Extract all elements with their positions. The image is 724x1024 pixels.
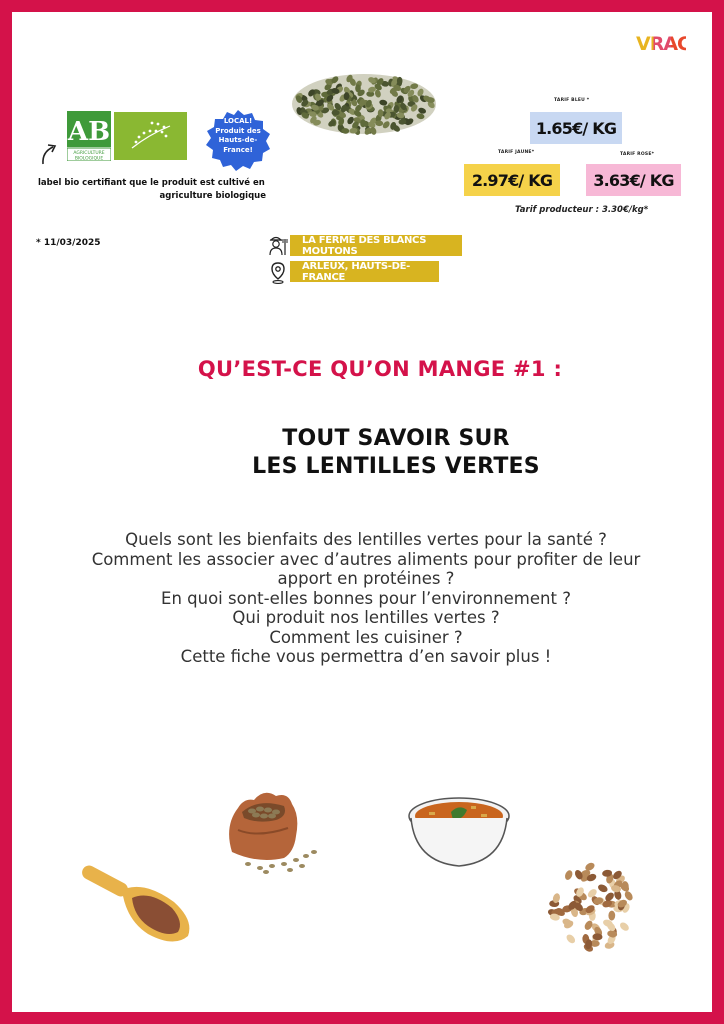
green-lentils-photo <box>284 60 444 142</box>
bio-caption-line1: label bio certifiant que le produit est cultivé en <box>38 178 265 188</box>
tarif-rose-label: TARIF ROSE* <box>620 152 655 157</box>
badge-line-2: Produit des <box>215 126 261 135</box>
tarif-jaune-label: TARIF JAUNE* <box>498 150 535 155</box>
intro-line: Qui produit nos lentilles vertes ? <box>232 608 500 627</box>
ab-logo-icon <box>67 111 111 161</box>
badge-line-4: France! <box>223 145 253 154</box>
ab-caption-1: AGRICULTURE <box>73 151 105 156</box>
intro-paragraph <box>40 530 692 667</box>
intro-line: apport en protéines ? <box>277 569 455 588</box>
eu-organic-leaf-icon <box>114 112 187 160</box>
ab-caption-2: BIOLOGIQUE <box>74 156 104 161</box>
intro-line: En quoi sont-elles bonnes pour l’environnement ? <box>161 588 571 608</box>
lentil-pile-illustration <box>546 860 642 954</box>
page-title: QU’EST-CE QU’ON MANGE #1 : <box>197 357 563 381</box>
vrac-logo <box>636 33 690 68</box>
badge-line-1: LOCAL! <box>223 117 253 125</box>
intro-line: Comment les cuisiner ? <box>269 627 463 647</box>
farm-name-tag: LA FERME DES BLANCS MOUTONS <box>290 235 462 256</box>
subtitle-line1: TOUT SAVOIR SUR <box>282 426 510 451</box>
date-label: * 11/03/2025 <box>36 238 101 248</box>
tarif-rose-price: 3.63€/ KG <box>586 164 681 196</box>
tarif-bleu-label: TARIF BLEU * <box>554 98 590 103</box>
local-badge-text <box>203 117 273 155</box>
badge-line-3: Hauts-de- <box>218 136 258 144</box>
bio-caption <box>38 177 266 203</box>
location-pin-icon <box>270 262 286 284</box>
farmer-icon <box>268 234 288 256</box>
ab-logo-text: AB <box>67 117 111 147</box>
farm-location-tag: ARLEUX, HAUTS-DE-FRANCE <box>290 261 439 282</box>
curved-arrow-icon <box>38 142 60 166</box>
intro-line: Cette fiche vous permettra d’en savoir plus ! <box>180 647 552 666</box>
tarif-jaune-price: 2.97€/ KG <box>464 164 560 196</box>
tarif-bleu-price: 1.65€/ KG <box>530 112 622 144</box>
lentil-soup-bowl-illustration <box>405 786 513 876</box>
tarif-producteur: Tarif producteur : 3.30€/kg* <box>515 205 649 215</box>
bio-caption-line2: agriculture biologique <box>159 191 266 201</box>
wooden-scoop-illustration <box>78 864 198 950</box>
logo-text: VRAC <box>636 33 690 55</box>
intro-line: Comment les associer avec d’autres aliments pour profiter de leur <box>91 549 641 569</box>
intro-line: Quels sont les bienfaits des lentilles vertes pour la santé ? <box>125 530 607 549</box>
page-subtitle <box>0 425 724 481</box>
subtitle-line2: LES LENTILLES VERTES <box>252 454 540 479</box>
lentil-sack-illustration <box>218 786 330 880</box>
